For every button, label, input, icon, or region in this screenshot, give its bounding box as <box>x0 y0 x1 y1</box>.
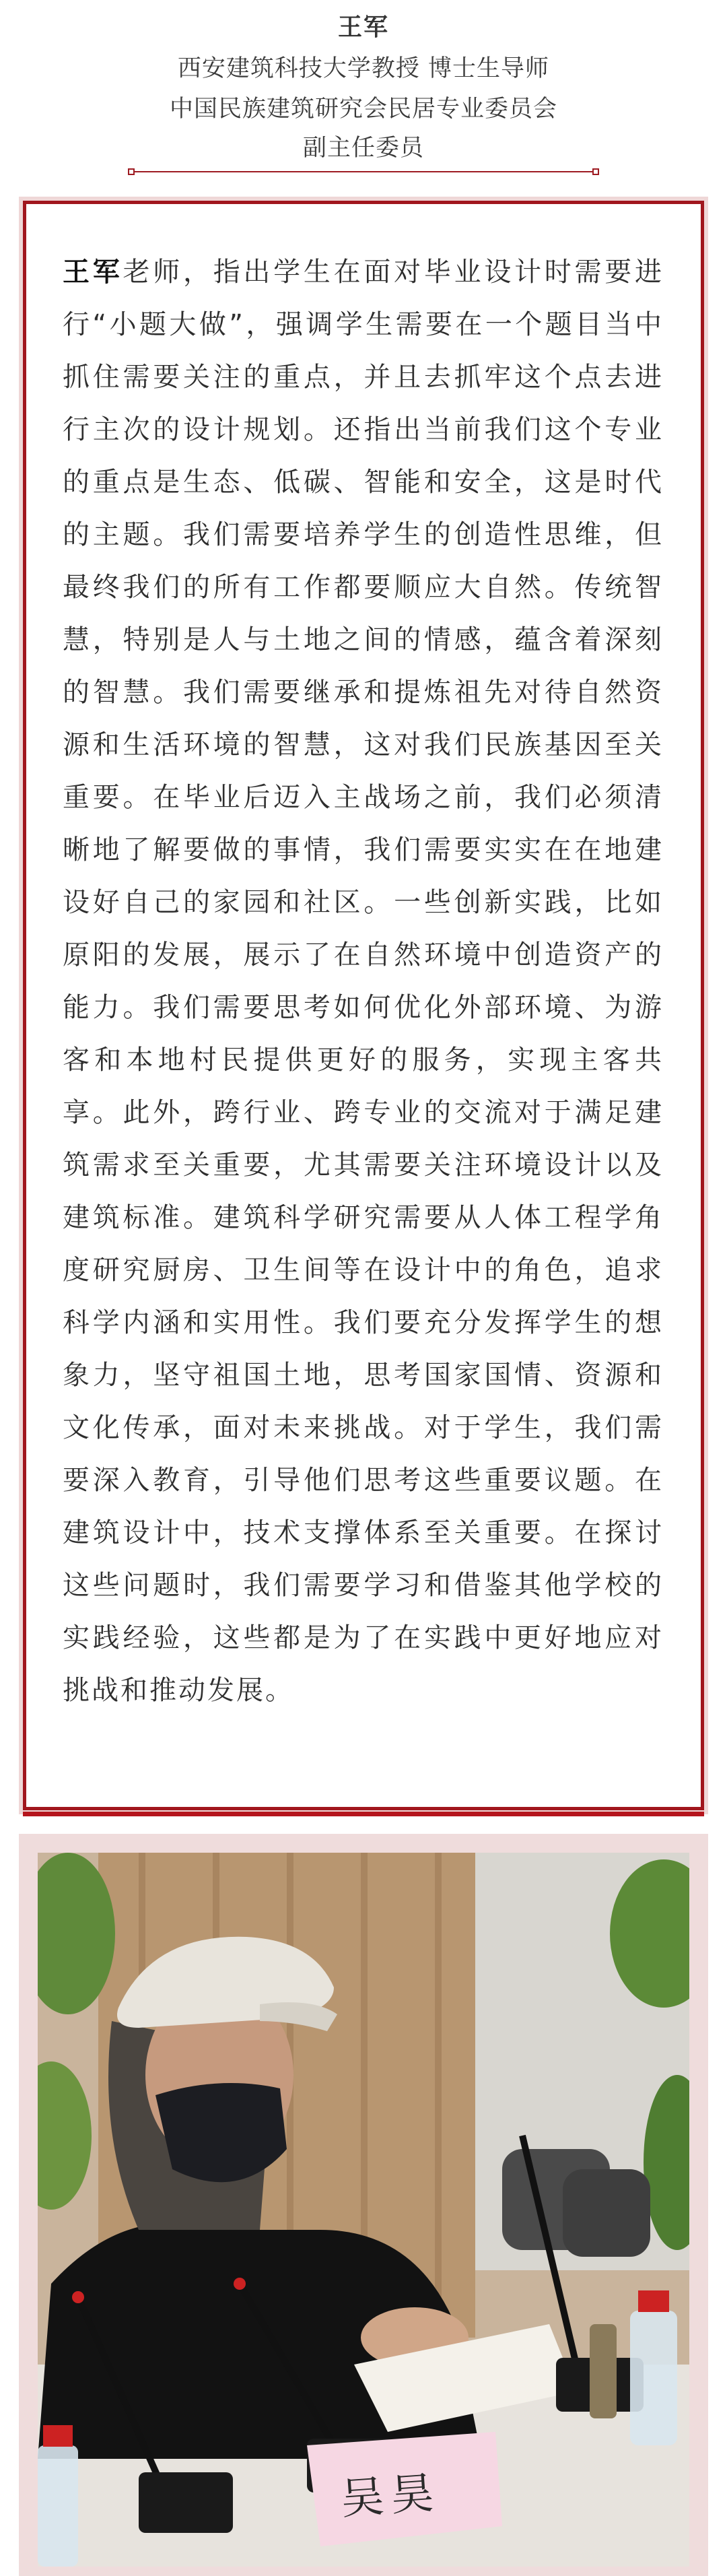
speaker-name: 王军 <box>337 13 389 41</box>
divider-node-right <box>592 168 599 175</box>
article-lead-name: 王军 <box>63 257 123 288</box>
article-card <box>19 197 708 1814</box>
nameplate-label: 吴昊 <box>339 2468 442 2525</box>
speaker-title-line-3: 副主任委员 <box>302 135 424 162</box>
divider-node-left <box>128 168 135 175</box>
speaker-title-line-2: 中国民族建筑研究会民居专业委员会 <box>169 96 557 123</box>
photo-illustration <box>38 1853 689 2567</box>
header-divider <box>128 168 599 175</box>
water-bottle-2 <box>630 2311 677 2445</box>
water-bottle-1 <box>38 2445 78 2567</box>
speaker-photo <box>38 1853 689 2567</box>
photo-frame <box>19 1834 708 2576</box>
divider-line <box>133 171 594 172</box>
article-card-inner <box>23 201 704 1810</box>
speaker-title-line-1: 西安建筑科技大学教授 博士生导师 <box>177 55 550 82</box>
microphone-base-2 <box>139 2472 233 2533</box>
thermos <box>590 2324 617 2418</box>
article-body <box>63 246 664 1717</box>
article-body-text: 老师，指出学生在面对毕业设计时需要进行“小题大做”，强调学生需要在一个题目当中抓住需要关注的重点，并且去抓牢这个点去进行主次的设计规划。还指出当前我们这个专业的重点是生态、低碳、智能和安全，这是时代的主题。我们需要培养学生的创造性思维，但最终我们的所有工作都要顺应大自然。传统智慧，特别是人与土地之间的情感，蕴含着深刻的智慧。我们需要继承和提炼祖先对待自然资源和生活环境的智慧，这对我们民族基因至关重要。在毕业后迈入主战场之前，我们必须清晰地了解要做的事情，我们需要实实在在地建设好自己的家园和社区。一些创新实践，比如原阳的发展，展示了在自然环境中创造资产的能力。我们需要思考如何优化外部环境、为游客和本地村民提供更好的服务，实现主客共享。此外，跨行业、跨专业的交流对于满足建筑需求至关重要，尤其需要关注环境设计以及建筑标准。建筑科学研究需要从人体工程学角度研究厨房、卫生间等在设计中的角色，追求科学内涵和实用性。我们要充分发挥学生的想象力，坚守祖国土地，思考国家国情、资源和文化传承，面对未来挑战。对于学生，我们需要深入教育，引导他们思考这些重要议题。在建筑设计中，技术支撑体系至关重要。在探讨这些问题时，我们需要学习和借鉴其他学校的实践经验，这些都是为了在实践中更好地应对挑战和推动发展。 <box>63 257 664 1706</box>
